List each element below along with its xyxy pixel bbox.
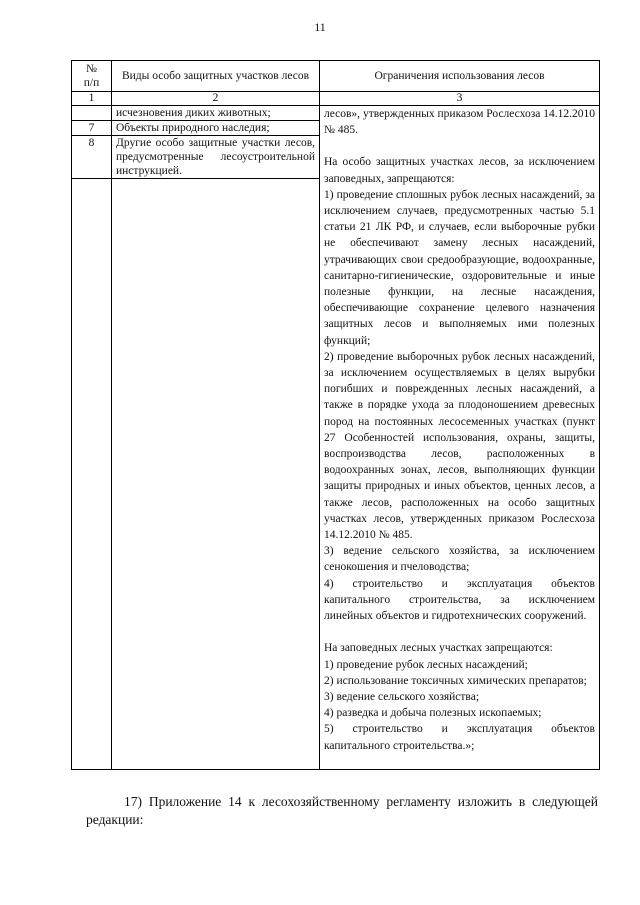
restriction-paragraph: лесов», утвержденных приказом Рослесхоза 14.12.2010 № 485.: [324, 108, 595, 137]
restriction-paragraph: 5) строительство и эксплуатация объектов капитального строительства.»;: [324, 723, 595, 752]
header-num: № п/п: [72, 61, 112, 92]
page-number: 11: [314, 20, 326, 34]
col-number-2: 2: [112, 92, 320, 106]
table-header-row: [72, 61, 600, 92]
table-row: [72, 106, 600, 121]
restriction-paragraph: На заповедных лесных участках запрещаются:: [324, 642, 553, 655]
forest-restrictions-table: [71, 60, 600, 770]
paragraph-gap: [324, 624, 595, 640]
header-restrictions: Ограничения использования лесов: [320, 61, 600, 92]
row-kind: Другие особо защитные участки лесов, предусмотренные лесоустроительной инструкцией.: [112, 136, 320, 179]
restriction-paragraph: 1) проведение сплошных рубок лесных насаждений, за исключением случаев, предусмотренных частью 5.1 статьи 21 ЛК РФ, и случаев, если выборочные рубки не обеспечивают замену лесных насаждений, утрачивающих свои средообразующие, водоохранные, санитарно-гигиенические, оздоровительные и иные полезные функции, на лесные насаждения, обеспечивающие сохранение целевого назначения защитных лесов и выполняемых ими полезных функций;: [324, 188, 595, 347]
amendment-paragraph: 17) Приложение 14 к лесохозяйственному регламенту изложить в следующей редакции:: [86, 794, 598, 827]
row-num: [72, 106, 112, 121]
restrictions-cell: [320, 106, 600, 770]
restriction-paragraph: 1) проведение рубок лесных насаждений;: [324, 658, 528, 671]
restriction-paragraph: 2) проведение выборочных рубок лесных насаждений, за исключением осуществляемых в целях вырубки погибших и поврежденных лесных насаждений, а также в порядке ухода за плодоношением древесных пород на постоянных лесосеменных участках (пункт 27 Особенностей использования, охраны, защиты, воспроизводства лесов, расположенных в водоохранных зонах, лесов, выполняющих функции защиты природных и иных объектов, ценных лесов, а также лесов, расположенных на особо защитных участках лесов, утвержденных приказом Рослесхоза 14.12.2010 № 485.: [324, 350, 595, 542]
filler-kind: [112, 179, 320, 770]
row-kind: исчезновения диких животных;: [112, 106, 320, 121]
restriction-paragraph: 2) использование токсичных химических препаратов;: [324, 674, 587, 687]
restriction-paragraph: 4) разведка и добыча полезных ископаемых;: [324, 707, 542, 720]
restriction-paragraph: На особо защитных участках лесов, за исключением заповедных, запрещаются:: [324, 156, 595, 185]
row-num: 7: [72, 121, 112, 136]
paragraph-gap: [324, 138, 595, 154]
column-number-row: [72, 92, 600, 106]
col-number-3: 3: [320, 92, 600, 106]
row-kind: Объекты природного наследия;: [112, 121, 320, 136]
restriction-paragraph: 4) строительство и эксплуатация объектов капитального строительства, за исключением линейных объектов и гидротехнических сооружений.: [324, 577, 595, 623]
restriction-paragraph: 3) ведение сельского хозяйства, за исключением сенокошения и пчеловодства;: [324, 545, 595, 574]
col-number-1: 1: [72, 92, 112, 106]
restriction-paragraph: 3) ведение сельского хозяйства;: [324, 690, 480, 703]
filler-num: [72, 179, 112, 770]
header-kind: Виды особо защитных участков лесов: [112, 61, 320, 92]
row-num: 8: [72, 136, 112, 179]
